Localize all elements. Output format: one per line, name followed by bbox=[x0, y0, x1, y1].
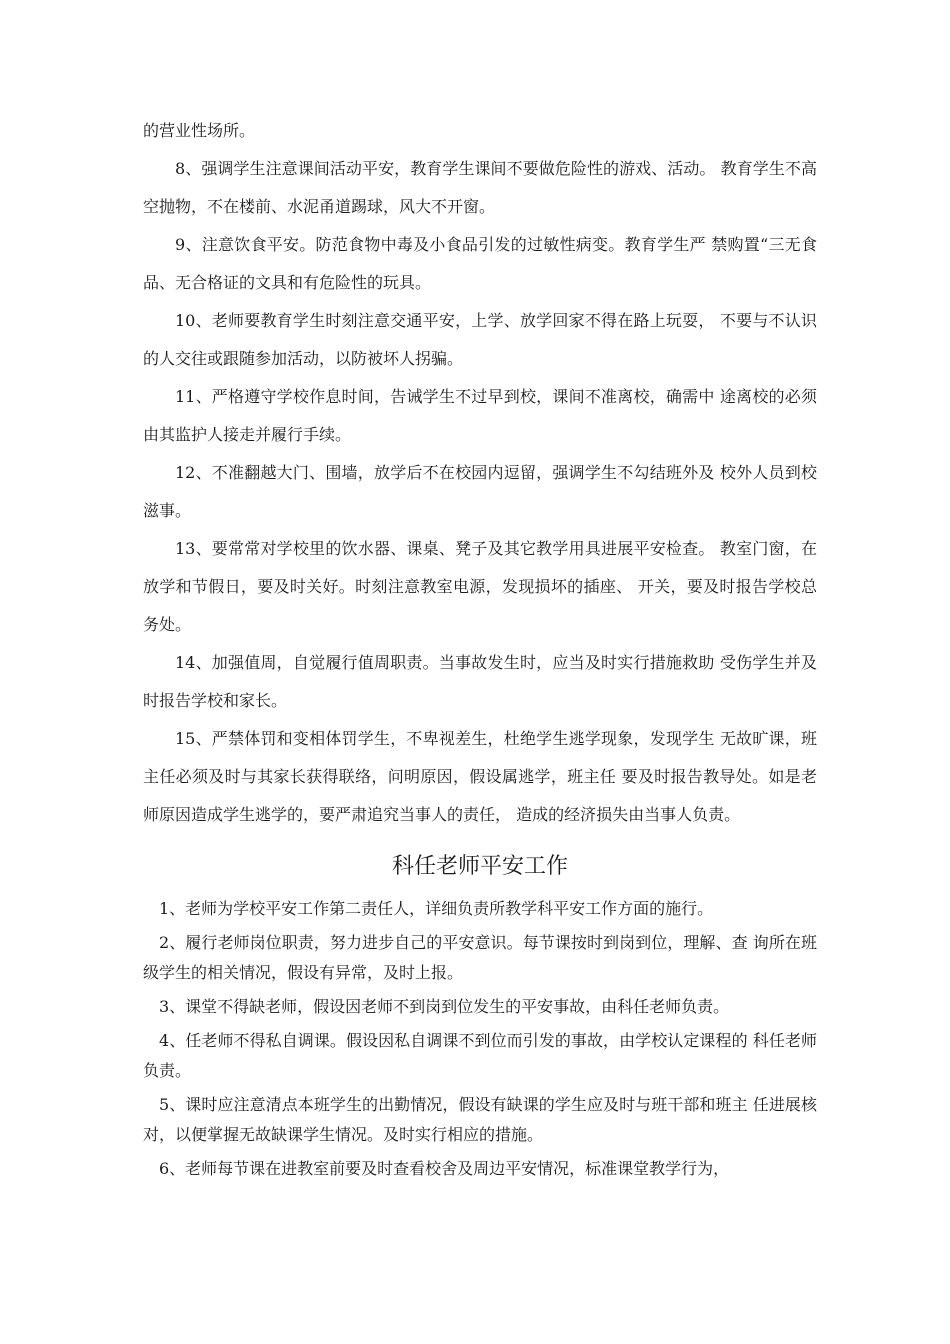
teacher-safety-section bbox=[143, 894, 817, 1184]
paragraph-item-10: 10、老师要教育学生时刻注意交通平安，上学、放学回家不得在路上玩耍， 不要与不认识的人交往或跟随参加活动，以防被坏人拐骗。 bbox=[143, 311, 817, 368]
paragraph-continuation: 的营业性场所。 bbox=[143, 121, 256, 140]
paragraph-item-13: 13、要常常对学校里的饮水器、课桌、凳子及其它教学用具进展平安检查。 教室门窗，在放学和节假日，要及时关好。时刻注意教室电源，发现损坏的插座、 开关，要及时报告学校总务处。 bbox=[143, 539, 817, 634]
paragraph-item-11: 11、严格遵守学校作息时间，告诫学生不过早到校，课间不准离校，确需中 途离校的必须由其监护人接走并履行手续。 bbox=[143, 387, 817, 444]
paragraph-item-8: 8、强调学生注意课间活动平安，教育学生课间不要做危险性的游戏、活动。 教育学生不高空抛物，不在楼前、水泥甬道踢球，风大不开窗。 bbox=[143, 159, 817, 216]
teacher-item-2: 2、履行老师岗位职责，努力进步自己的平安意识。每节课按时到岗到位，理解、查 询所在班级学生的相关情况，假设有异常，及时上报。 bbox=[143, 933, 817, 982]
paragraph-item-14: 14、加强值周，自觉履行值周职责。当事故发生时，应当及时实行措施救助 受伤学生并及时报告学校和家长。 bbox=[143, 653, 817, 710]
section-heading: 科任老师平安工作 bbox=[391, 854, 568, 879]
paragraph-item-12: 12、不准翻越大门、围墙，放学后不在校园内逗留，强调学生不勾结班外及 校外人员到校滋事。 bbox=[143, 463, 817, 520]
teacher-item-1: 1、老师为学校平安工作第二责任人，详细负责所教学科平安工作方面的施行。 bbox=[159, 899, 714, 918]
teacher-item-6: 6、老师每节课在进教室前要及时查看校舍及周边平安情况，标准课堂教学行为， bbox=[159, 1159, 730, 1178]
safety-rules-section bbox=[143, 112, 817, 834]
teacher-item-4: 4、任老师不得私自调课。假设因私自调课不到位而引发的事故，由学校认定课程的 科任老师负责。 bbox=[143, 1031, 817, 1080]
teacher-item-5: 5、课时应注意清点本班学生的出勤情况，假设有缺课的学生应及时与班干部和班主 任进展核对，以便掌握无故缺课学生情况。及时实行相应的措施。 bbox=[143, 1095, 817, 1144]
paragraph-item-15: 15、严禁体罚和变相体罚学生，不卑视差生，杜绝学生逃学现象，发现学生 无故旷课，班主任必须及时与其家长获得联络，问明原因，假设属逃学，班主任 要及时报告教导处。如是老师原因造成学生逃学的，要严肃追究当事人的责任， 造成的经济损失由当事人负责。 bbox=[143, 729, 817, 824]
teacher-item-3: 3、课堂不得缺老师，假设因老师不到岗到位发生的平安事故，由科任老师负责。 bbox=[159, 997, 730, 1016]
paragraph-item-9: 9、注意饮食平安。防范食物中毒及小食品引发的过敏性病变。教育学生严 禁购置“三无食品、无合格证的文具和有危险性的玩具。 bbox=[143, 235, 817, 292]
document-page bbox=[143, 112, 817, 1188]
